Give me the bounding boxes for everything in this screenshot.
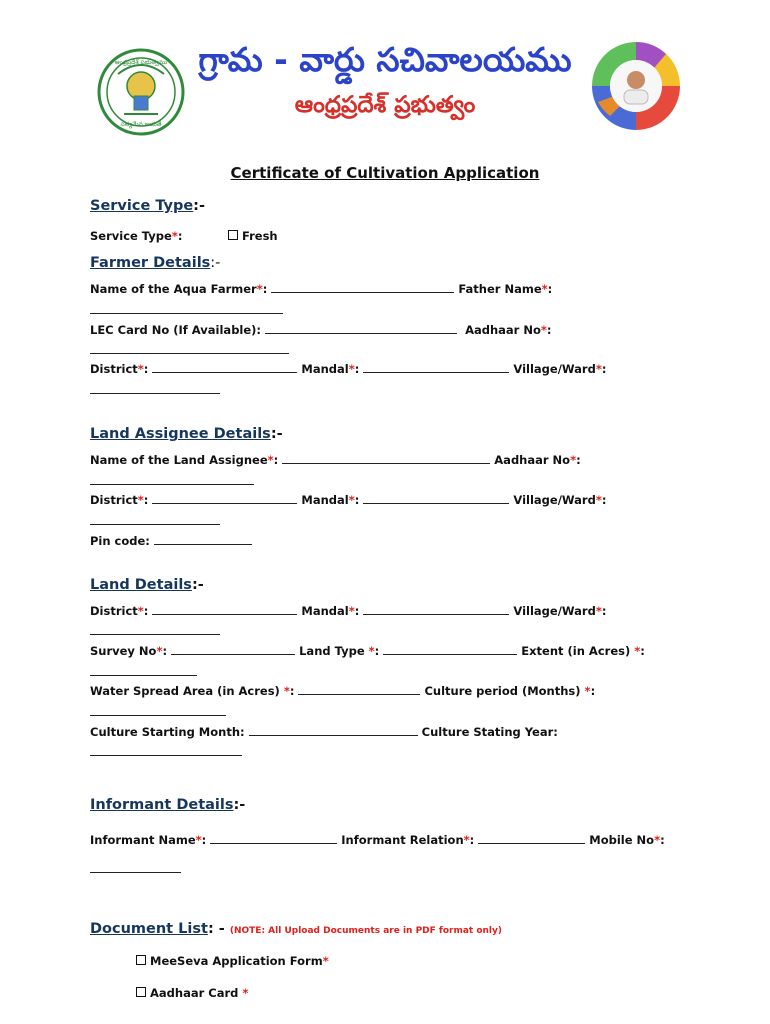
farmer-village-field[interactable]: [90, 393, 220, 394]
water-spread-field[interactable]: [298, 683, 420, 695]
service-type-heading: Service Type:-: [90, 198, 205, 214]
assignee-aadhaar-field[interactable]: [90, 484, 254, 485]
document-list-heading: Document List: - (NOTE: All Upload Documents are in PDF format only): [90, 921, 502, 937]
emblem-text-bottom: సత్యమేవ జయతే: [120, 121, 162, 128]
farmer-details-heading: Farmer Details:-: [90, 255, 221, 271]
form-title: Certificate of Cultivation Application: [230, 164, 540, 182]
survey-no-field[interactable]: [171, 643, 295, 655]
aqua-farmer-name-field[interactable]: [271, 281, 454, 293]
assignee-row-3: Pin code:: [90, 533, 252, 548]
assignee-row-2: District*: Mandal*: Village/Ward*:: [90, 493, 607, 507]
land-type-field[interactable]: [383, 643, 517, 655]
culture-period-field[interactable]: [90, 715, 226, 716]
assignee-village-field[interactable]: [90, 524, 220, 525]
state-emblem-icon: [96, 44, 186, 140]
informant-row: Informant Name*: Informant Relation*: Mobile No*:: [90, 833, 665, 847]
fresh-checkbox[interactable]: Fresh: [228, 229, 278, 243]
assignee-mandal-field[interactable]: [363, 492, 509, 504]
informant-relation-field[interactable]: [478, 832, 585, 844]
informant-name-field[interactable]: [210, 832, 337, 844]
doc-aadhaar-checkbox[interactable]: Aadhaar Card *: [136, 986, 248, 1000]
informant-heading: Informant Details:-: [90, 797, 246, 813]
farmer-row-3: District*: Mandal*: Village/Ward*:: [90, 362, 607, 376]
farmer-row-2: LEC Card No (If Available): Aadhaar No*:: [90, 323, 552, 337]
land-district-field[interactable]: [152, 603, 297, 615]
farmer-district-field[interactable]: [152, 361, 297, 373]
land-mandal-field[interactable]: [363, 603, 509, 615]
emblem-text-top: ఆంధ్రప్రదేశ్ ప్రభుత్వము: [114, 59, 168, 66]
lec-card-field[interactable]: [265, 322, 457, 334]
telugu-subtitle: ఆంధ్రప్రదేశ్ ప్రభుత్వం: [294, 92, 476, 118]
service-type-row: Service Type*:: [90, 229, 183, 243]
farmer-row-1: Name of the Aqua Farmer*: Father Name*:: [90, 282, 553, 296]
checkbox-icon[interactable]: [136, 955, 146, 965]
father-name-field[interactable]: [90, 313, 283, 314]
doc-meeseva-checkbox[interactable]: MeeSeva Application Form*: [136, 954, 329, 968]
pdf-note: (NOTE: All Upload Documents are in PDF format only): [229, 926, 502, 936]
culture-year-field[interactable]: [90, 755, 242, 756]
land-row-4: Culture Starting Month: Culture Stating Year:: [90, 725, 558, 739]
telugu-title: గ్రామ - వార్డు సచివాలయము: [198, 40, 572, 79]
land-row-2: Survey No*: Land Type *: Extent (in Acres) *:: [90, 644, 645, 658]
assignee-district-field[interactable]: [152, 492, 297, 504]
culture-month-field[interactable]: [249, 724, 418, 736]
land-village-field[interactable]: [90, 634, 220, 635]
land-row-3: Water Spread Area (in Acres) *: Culture period (Months) *:: [90, 684, 596, 698]
mobile-no-field[interactable]: [90, 872, 181, 873]
farmer-aadhaar-field[interactable]: [90, 353, 289, 354]
land-assignee-heading: Land Assignee Details:-: [90, 426, 283, 442]
checkbox-icon[interactable]: [136, 987, 146, 997]
land-row-1: District*: Mandal*: Village/Ward*:: [90, 604, 607, 618]
farmer-mandal-field[interactable]: [363, 361, 509, 373]
assignee-row-1: Name of the Land Assignee*: Aadhaar No*:: [90, 453, 581, 467]
extent-field[interactable]: [90, 675, 197, 676]
assignee-name-field[interactable]: [282, 452, 490, 464]
pin-code-field[interactable]: [154, 533, 252, 545]
checkbox-icon[interactable]: [228, 230, 238, 240]
land-details-heading: Land Details:-: [90, 577, 204, 593]
secretariat-logo-icon: [590, 40, 682, 132]
